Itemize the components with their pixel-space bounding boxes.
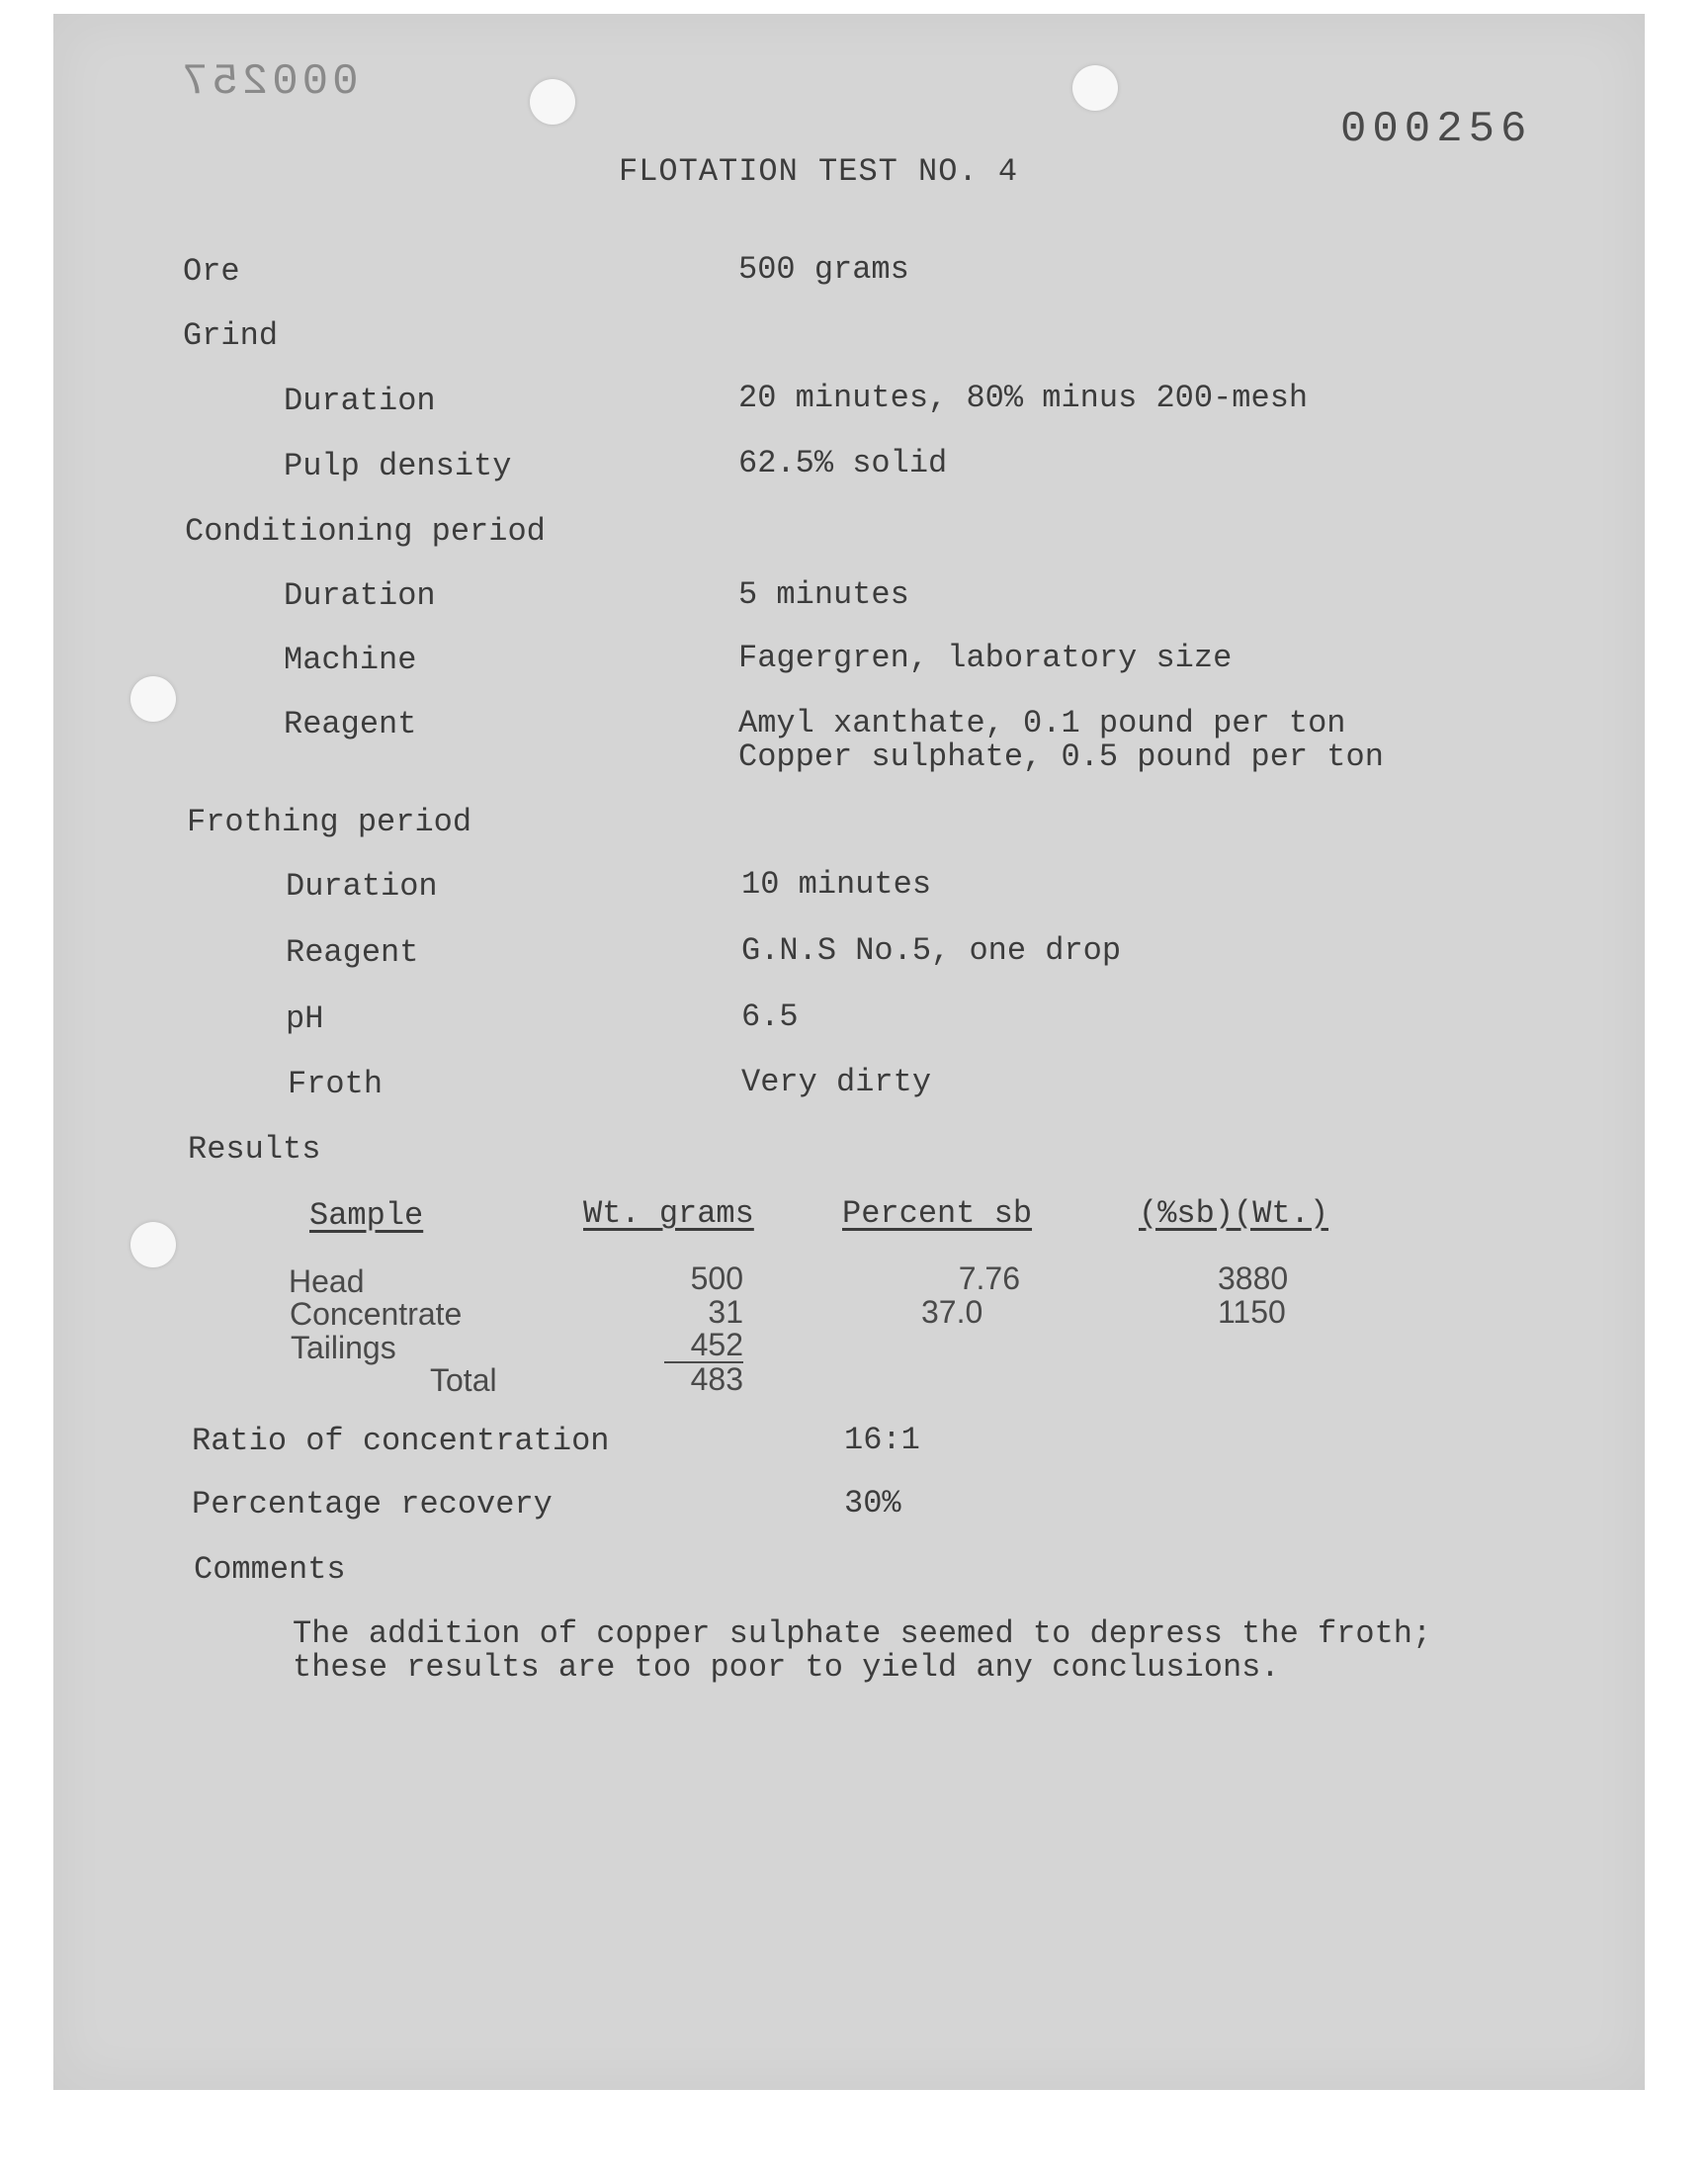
froth-value: Very dirty [741, 1064, 932, 1100]
comments-line-2: these results are too poor to yield any conclusions. [293, 1649, 1280, 1686]
table-row-head-wt: 500 [690, 1261, 743, 1296]
ratio-value: 16:1 [844, 1422, 920, 1458]
page-stamp-number: 000256 [1340, 105, 1533, 154]
table-row-head-prod: 3880 [1218, 1261, 1289, 1296]
froth-duration-value: 10 minutes [741, 866, 932, 903]
pulp-density-label: Pulp density [284, 448, 512, 484]
cond-reagent-value-1: Amyl xanthate, 0.1 pound per ton [738, 705, 1346, 741]
pulp-density-value: 62.5% solid [738, 445, 948, 481]
froth-reagent-label: Reagent [286, 934, 419, 971]
comments-line-1: The addition of copper sulphate seemed to depress the froth; [293, 1615, 1432, 1652]
froth-duration-label: Duration [286, 868, 438, 905]
comments-label: Comments [194, 1551, 346, 1588]
recovery-label: Percentage recovery [192, 1486, 553, 1522]
grind-duration-label: Duration [284, 383, 436, 419]
table-row-concentrate-wt: 31 [708, 1294, 743, 1330]
table-header-percent: Percent sb [842, 1195, 1033, 1232]
grind-duration-value: 20 minutes, 80% minus 200-mesh [738, 380, 1309, 416]
document-page [53, 14, 1645, 2090]
table-total-label: Total [430, 1362, 497, 1398]
ph-label: pH [286, 1000, 324, 1037]
table-row-tailings-wt: 452 [664, 1328, 743, 1363]
document-title: FLOTATION TEST NO. 4 [619, 153, 1019, 190]
table-row-concentrate-sample: Concentrate [290, 1296, 463, 1332]
cond-duration-label: Duration [284, 577, 436, 614]
table-row-tailings-sample: Tailings [291, 1330, 396, 1365]
ratio-label: Ratio of concentration [192, 1423, 610, 1459]
table-row-concentrate-prod: 1150 [1218, 1294, 1286, 1330]
table-row-head-pct: 7.76 [958, 1261, 1020, 1296]
punch-hole-top-left [530, 79, 575, 125]
table-row-head-sample: Head [289, 1263, 365, 1299]
machine-value: Fagergren, laboratory size [738, 640, 1233, 676]
ore-value: 500 grams [738, 251, 909, 288]
ore-label: Ore [183, 253, 240, 290]
cond-reagent-value-2: Copper sulphate, 0.5 pound per ton [738, 739, 1384, 775]
frothing-label: Frothing period [187, 804, 472, 840]
cond-reagent-label: Reagent [284, 706, 417, 742]
results-label: Results [188, 1131, 321, 1168]
conditioning-label: Conditioning period [185, 513, 546, 550]
punch-hole-left-lower [130, 1222, 176, 1267]
table-header-wt: Wt. grams [583, 1195, 754, 1232]
table-total-value: 483 [690, 1361, 743, 1397]
cond-duration-value: 5 minutes [738, 576, 909, 613]
punch-hole-left-middle [130, 676, 176, 722]
mirrored-stamp-number: 000257 [178, 57, 359, 107]
grind-label: Grind [183, 317, 279, 354]
recovery-value: 30% [844, 1485, 901, 1522]
machine-label: Machine [284, 642, 417, 678]
punch-hole-top-right [1072, 65, 1118, 111]
table-header-sample: Sample [309, 1197, 424, 1234]
froth-label: Froth [288, 1066, 384, 1102]
froth-reagent-value: G.N.S No.5, one drop [741, 932, 1122, 969]
table-header-product: (%sb)(Wt.) [1139, 1195, 1329, 1232]
ph-value: 6.5 [741, 999, 799, 1035]
table-row-concentrate-pct: 37.0 [921, 1294, 983, 1330]
